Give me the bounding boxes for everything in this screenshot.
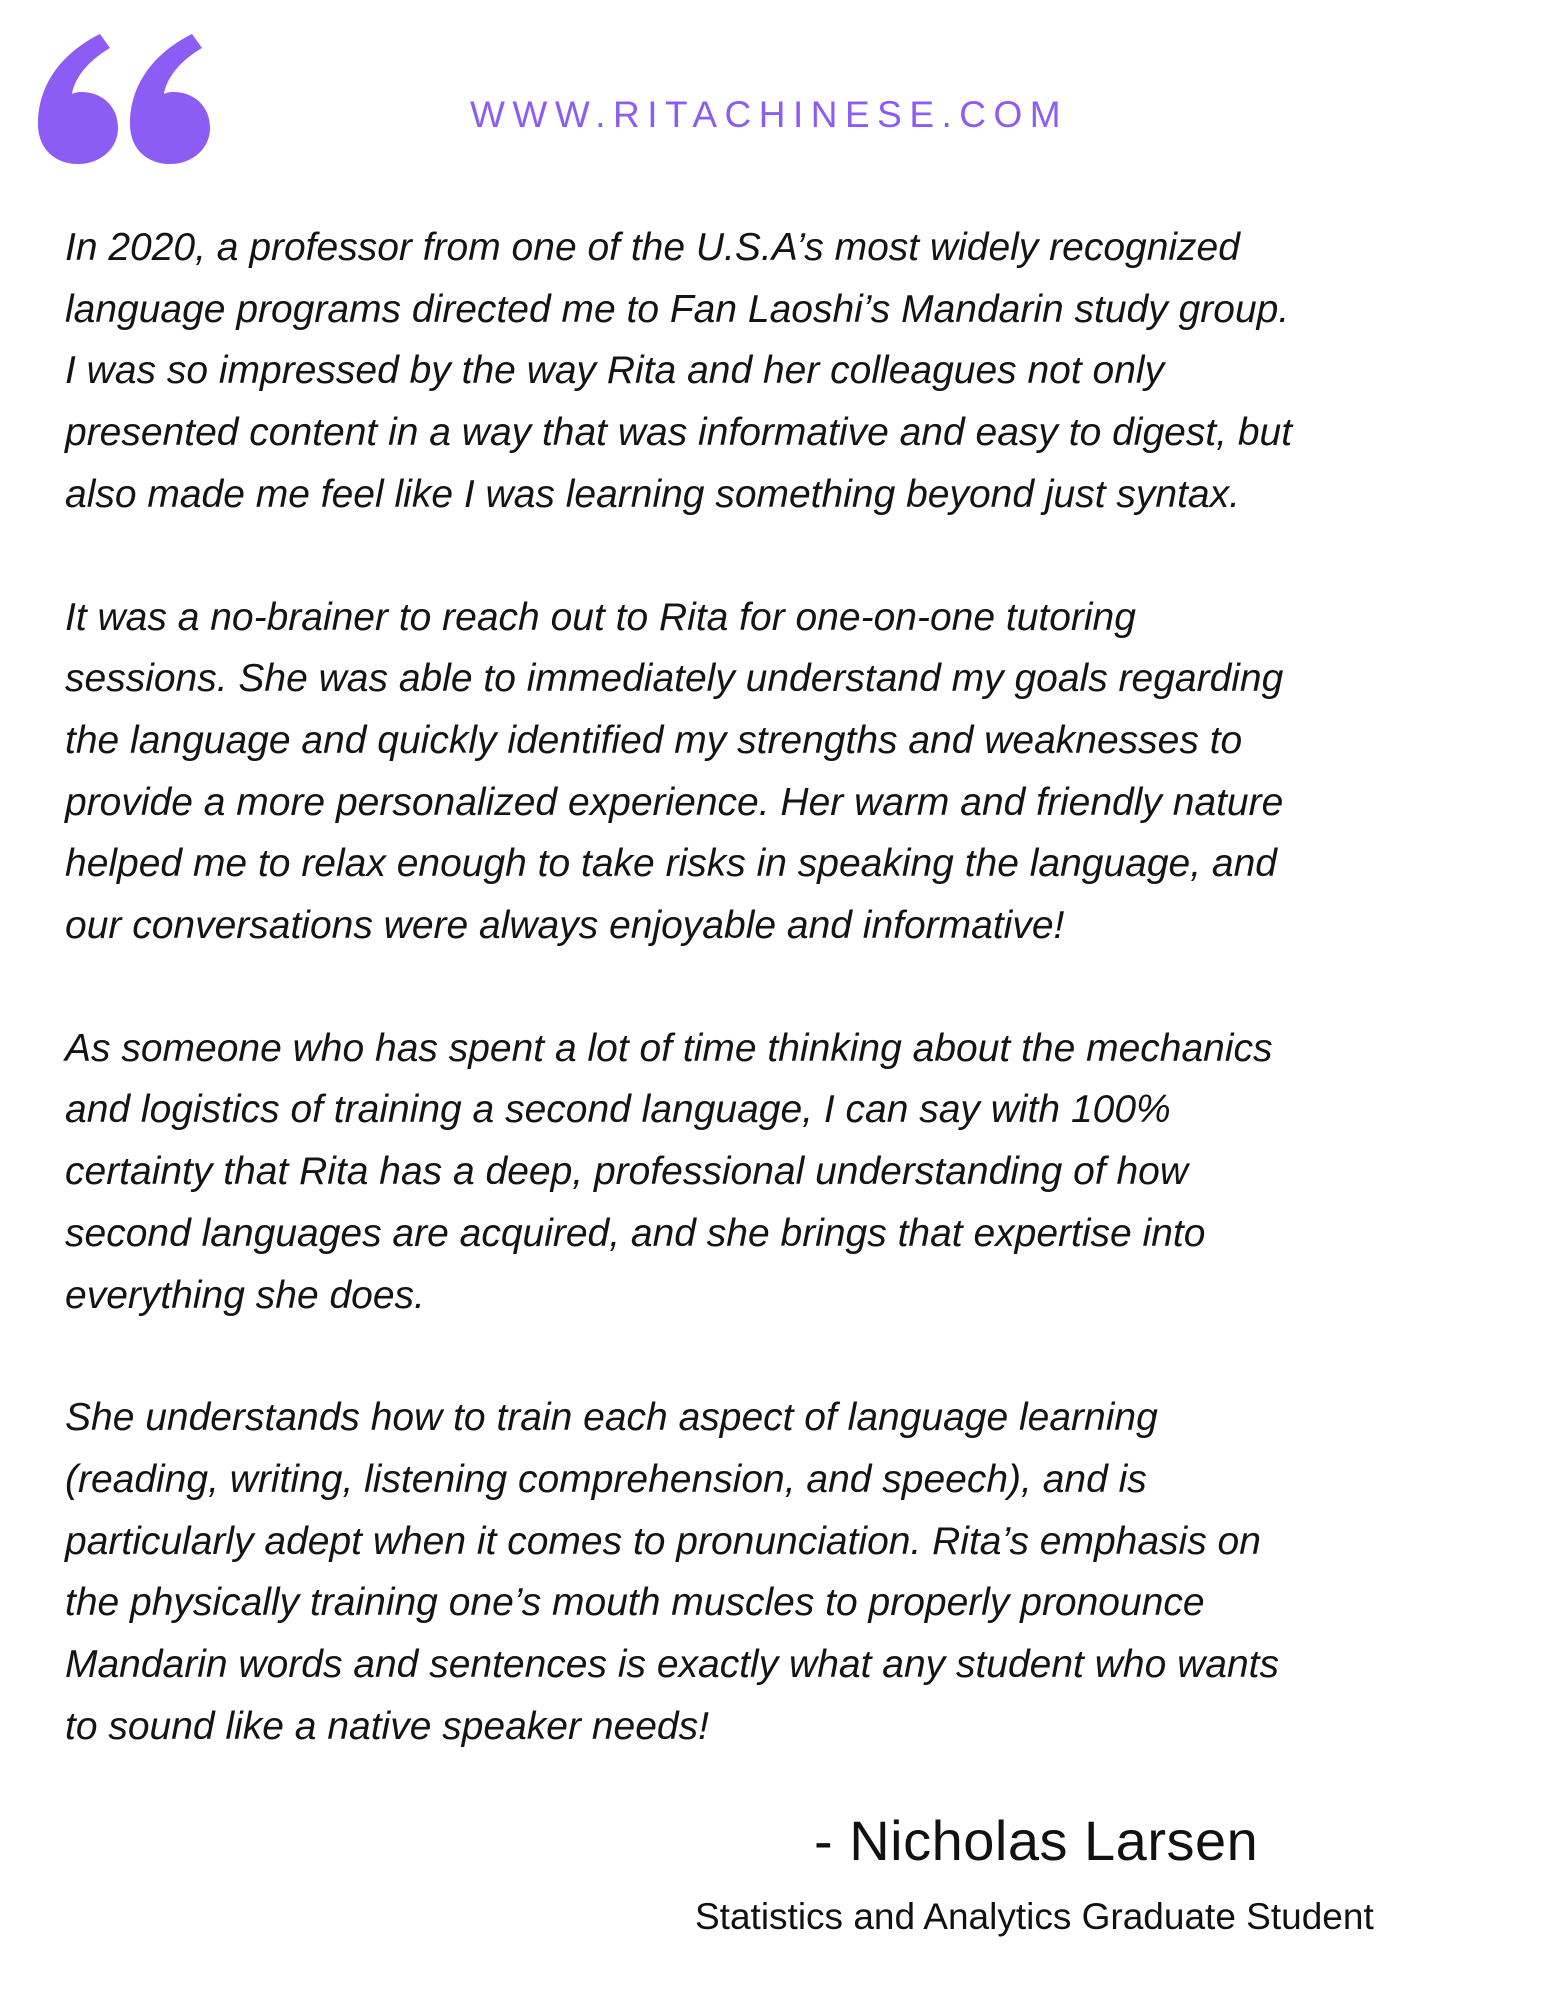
text-line: It was a no-brainer to reach out to Rita for one-on-one tutoring bbox=[65, 595, 1136, 639]
text-line: to sound like a native speaker needs! bbox=[65, 1704, 709, 1748]
quote-mark-icon bbox=[34, 28, 214, 164]
text-line: helped me to relax enough to take risks in speaking the language, and bbox=[65, 842, 1277, 886]
testimonial-paragraph bbox=[65, 217, 1510, 526]
testimonial-paragraph bbox=[65, 1387, 1510, 1757]
text-line: (reading, writing, listening comprehension, and speech), and is bbox=[65, 1457, 1147, 1501]
text-line: also made me feel like I was learning something beyond just syntax. bbox=[65, 472, 1240, 516]
text-line: particularly adept when it comes to pronunciation. Rita’s emphasis on bbox=[65, 1519, 1261, 1563]
text-line: As someone who has spent a lot of time thinking about the mechanics bbox=[65, 1026, 1273, 1070]
author-name: - Nicholas Larsen bbox=[814, 1809, 1259, 1872]
text-line: certainty that Rita has a deep, professional understanding of how bbox=[65, 1150, 1189, 1194]
website-url[interactable]: WWW.RITACHINESE.COM bbox=[470, 94, 1069, 135]
testimonial-text bbox=[65, 217, 1510, 1818]
text-line: She understands how to train each aspect of language learning bbox=[65, 1396, 1158, 1440]
text-line: everything she does. bbox=[65, 1273, 425, 1317]
text-line: Mandarin words and sentences is exactly what any student who wants bbox=[65, 1643, 1279, 1687]
author-role: Statistics and Analytics Graduate Student bbox=[695, 1896, 1374, 1937]
text-line: our conversations were always enjoyable and informative! bbox=[65, 904, 1065, 948]
text-line: sessions. She was able to immediately understand my goals regarding bbox=[65, 657, 1284, 701]
text-line: second languages are acquired, and she brings that expertise into bbox=[65, 1211, 1206, 1255]
text-line: presented content in a way that was informative and easy to digest, but bbox=[65, 411, 1293, 455]
text-line: In 2020, a professor from one of the U.S.A’s most widely recognized bbox=[65, 226, 1240, 269]
testimonial-paragraph bbox=[65, 587, 1510, 957]
testimonial-paragraph bbox=[65, 1018, 1510, 1327]
text-line: the language and quickly identified my strengths and weaknesses to bbox=[65, 718, 1243, 762]
text-line: I was so impressed by the way Rita and her colleagues not only bbox=[65, 349, 1165, 393]
text-line: language programs directed me to Fan Laoshi’s Mandarin study group. bbox=[65, 287, 1290, 331]
text-line: and logistics of training a second language, I can say with 100% bbox=[65, 1088, 1171, 1132]
text-line: the physically training one’s mouth muscles to properly pronounce bbox=[65, 1581, 1205, 1625]
text-line: provide a more personalized experience. Her warm and friendly nature bbox=[65, 780, 1284, 824]
